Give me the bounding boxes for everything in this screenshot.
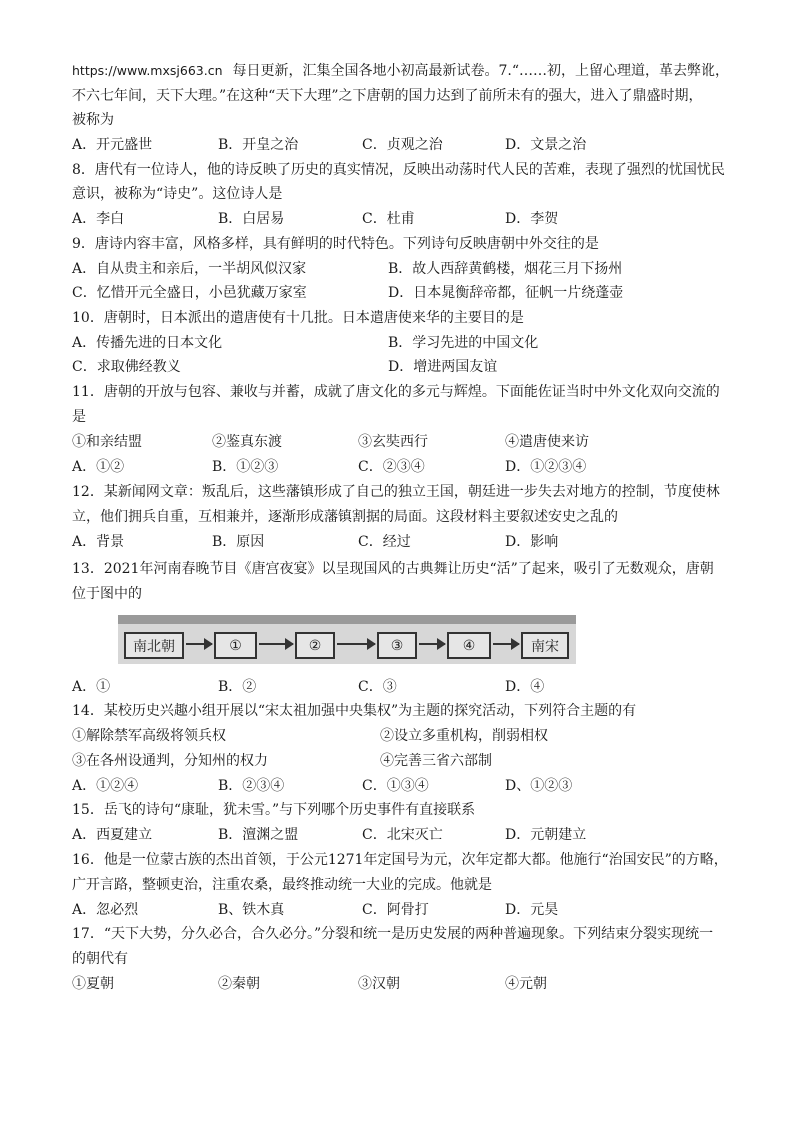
timeline-box-1: ① [214,632,257,659]
q14-item-3: ③在各州设通判，分知州的权力 [72,753,268,769]
q10-line-1: 10．唐朝时，日本派出的遣唐使有十几批。日本遣唐使来华的主要目的是 [72,310,524,326]
q15-line-1: 15．岳飞的诗句“康耻，犹未雪。”与下列哪个历史事件有直接联系 [72,802,476,818]
q9-option-b[interactable]: B．故人西辞黄鹤楼，烟花三月下扬州 [388,261,623,277]
q14-line-1: 14．某校历史兴趣小组开展以“宋太祖加强中央集权”为主题的探究活动，下列符合主题的有 [72,703,637,719]
q15-option-a[interactable]: A．西夏建立 [72,827,153,843]
q12-option-c[interactable]: C．经过 [358,534,411,550]
timeline-arrow-3 [337,643,375,645]
q17-item-3: ③汉朝 [358,976,400,992]
q11-option-b[interactable]: B．①②③ [212,459,279,475]
q10-option-b[interactable]: B．学习先进的中国文化 [388,335,539,351]
q11-line-2: 是 [72,409,86,425]
timeline-arrow-4 [419,643,445,645]
q12-line-1: 12．某新闻网文章：叛乱后，这些藩镇形成了自己的独立王国，朝廷进一步失去对地方的控制，节度使林 [72,484,720,500]
timeline-box-3: ③ [377,632,417,659]
timeline-box-nanbeichao: 南北朝 [124,632,184,659]
q14-option-c[interactable]: C．①③④ [362,778,429,794]
q16-option-d[interactable]: D．元昊 [505,902,559,918]
q11-line-1: 11．唐朝的开放与包容、兼收与并蓄，成就了唐文化的多元与辉煌。下面能佐证当时中外文化双向交流的 [72,384,720,400]
source-url[interactable]: https://www.mxsj663.cn [72,63,223,78]
q16-option-b[interactable]: B、铁木真 [218,902,285,918]
q11-item-1: ①和亲结盟 [72,434,142,450]
q11-item-3: ③玄奘西行 [358,434,428,450]
q12-option-b[interactable]: B．原因 [212,534,265,550]
q14-option-a[interactable]: A．①②④ [72,778,139,794]
q14-option-b[interactable]: B．②③④ [218,778,285,794]
q10-option-c[interactable]: C．求取佛经教义 [72,359,181,375]
timeline-arrow-1 [186,643,212,645]
q14-option-d[interactable]: D、①②③ [505,778,573,794]
q17-item-2: ②秦朝 [218,976,260,992]
q7-text-1: 7.“……初，上留心理道，革去弊讹， [498,63,730,79]
q11-option-d[interactable]: D．①②③④ [505,459,587,475]
q7-line-3: 被称为 [72,112,114,128]
q10-option-a[interactable]: A．传播先进的日本文化 [72,335,223,351]
q13-option-c[interactable]: C．③ [358,679,397,695]
q13-line-1: 13．2021年河南春晚节目《唐宫夜宴》以呈现国风的古典舞让历史“活”了起来，吸引了无数观众，唐朝 [72,561,714,577]
q11-option-a[interactable]: A．①② [72,459,125,475]
q13-option-d[interactable]: D．④ [505,679,545,695]
q8-option-b[interactable]: B．白居易 [218,211,285,227]
q15-option-c[interactable]: C．北宋灭亡 [362,827,443,843]
q9-line-1: 9．唐诗内容丰富，风格多样，具有鲜明的时代特色。下列诗句反映唐朝中外交往的是 [72,236,599,252]
q17-item-1: ①夏朝 [72,976,114,992]
q13-option-b[interactable]: B．② [218,679,257,695]
header-notice: 每日更新，汇集全国各地小初高最新试卷。 [232,63,499,79]
q14-item-2: ②设立多重机构，削弱相权 [380,728,548,744]
q13-option-a[interactable]: A．① [72,679,111,695]
timeline-box-2: ② [295,632,335,659]
q9-option-a[interactable]: A．自从贵主和亲后，一半胡风似汉家 [72,261,307,277]
q11-item-2: ②鉴真东渡 [212,434,282,450]
q13-line-2: 位于图中的 [72,586,142,602]
q7-line-2: 不六七年间，天下大理。”在这种“天下大理”之下唐朝的国力达到了前所未有的强大，进入了鼎盛时期， [72,88,703,104]
q12-line-2: 立，他们拥兵自重，互相兼并，逐渐形成藩镇割据的局面。这段材料主要叙述安史之乱的 [72,509,618,525]
q16-option-c[interactable]: C．阿骨打 [362,902,429,918]
q12-option-a[interactable]: A．背景 [72,534,125,550]
q12-option-d[interactable]: D．影响 [505,534,559,550]
q17-line-1: 17．“天下大势，分久必合，合久必分。”分裂和统一是历史发展的两种普遍现象。下列结束分裂实现统一 [72,926,714,942]
q7-option-c[interactable]: C．贞观之治 [362,137,443,153]
dynasty-timeline-figure [118,615,576,664]
q7-option-d[interactable]: D．文景之治 [505,137,587,153]
q15-option-b[interactable]: B．澶渊之盟 [218,827,299,843]
q7-line-1 [72,62,729,80]
timeline-box-4: ④ [447,632,491,659]
q16-option-a[interactable]: A．忽必烈 [72,902,139,918]
q8-option-c[interactable]: C．杜甫 [362,211,415,227]
q7-option-b[interactable]: B．开皇之治 [218,137,299,153]
q9-option-d[interactable]: D．日本晁衡辞帝都，征帆一片绕蓬壶 [388,285,624,301]
q8-option-a[interactable]: A．李白 [72,211,125,227]
timeline-box-nansong: 南宋 [521,632,569,659]
q8-option-d[interactable]: D．李贺 [505,211,559,227]
q17-item-4: ④元朝 [505,976,547,992]
q14-item-4: ④完善三省六部制 [380,753,492,769]
q11-item-4: ④遣唐使来访 [505,434,589,450]
q16-line-2: 广开言路，整顿吏治，注重农桑，最终推动统一大业的完成。他就是 [72,877,492,893]
q16-line-1: 16．他是一位蒙古族的杰出首领，于公元1271年定国号为元，次年定都大都。他施行“治国安民”的方略， [72,852,728,868]
q10-option-d[interactable]: D．增进两国友谊 [388,359,498,375]
timeline-arrow-2 [259,643,293,645]
timeline-caption-strip [118,615,576,624]
q14-item-1: ①解除禁军高级将领兵权 [72,728,226,744]
q9-option-c[interactable]: C．忆惜开元全盛日，小邑犹藏万家室 [72,285,307,301]
q15-option-d[interactable]: D．元朝建立 [505,827,587,843]
q8-line-1: 8．唐代有一位诗人，他的诗反映了历史的真实情况，反映出动荡时代人民的苦难，表现了强烈的忧国忧民 [72,162,725,178]
timeline-arrow-5 [493,643,519,645]
q7-option-a[interactable]: A．开元盛世 [72,137,153,153]
q8-line-2: 意识，被称为“诗史”。这位诗人是 [72,186,283,202]
q17-line-2: 的朝代有 [72,951,128,967]
q11-option-c[interactable]: C．②③④ [358,459,425,475]
